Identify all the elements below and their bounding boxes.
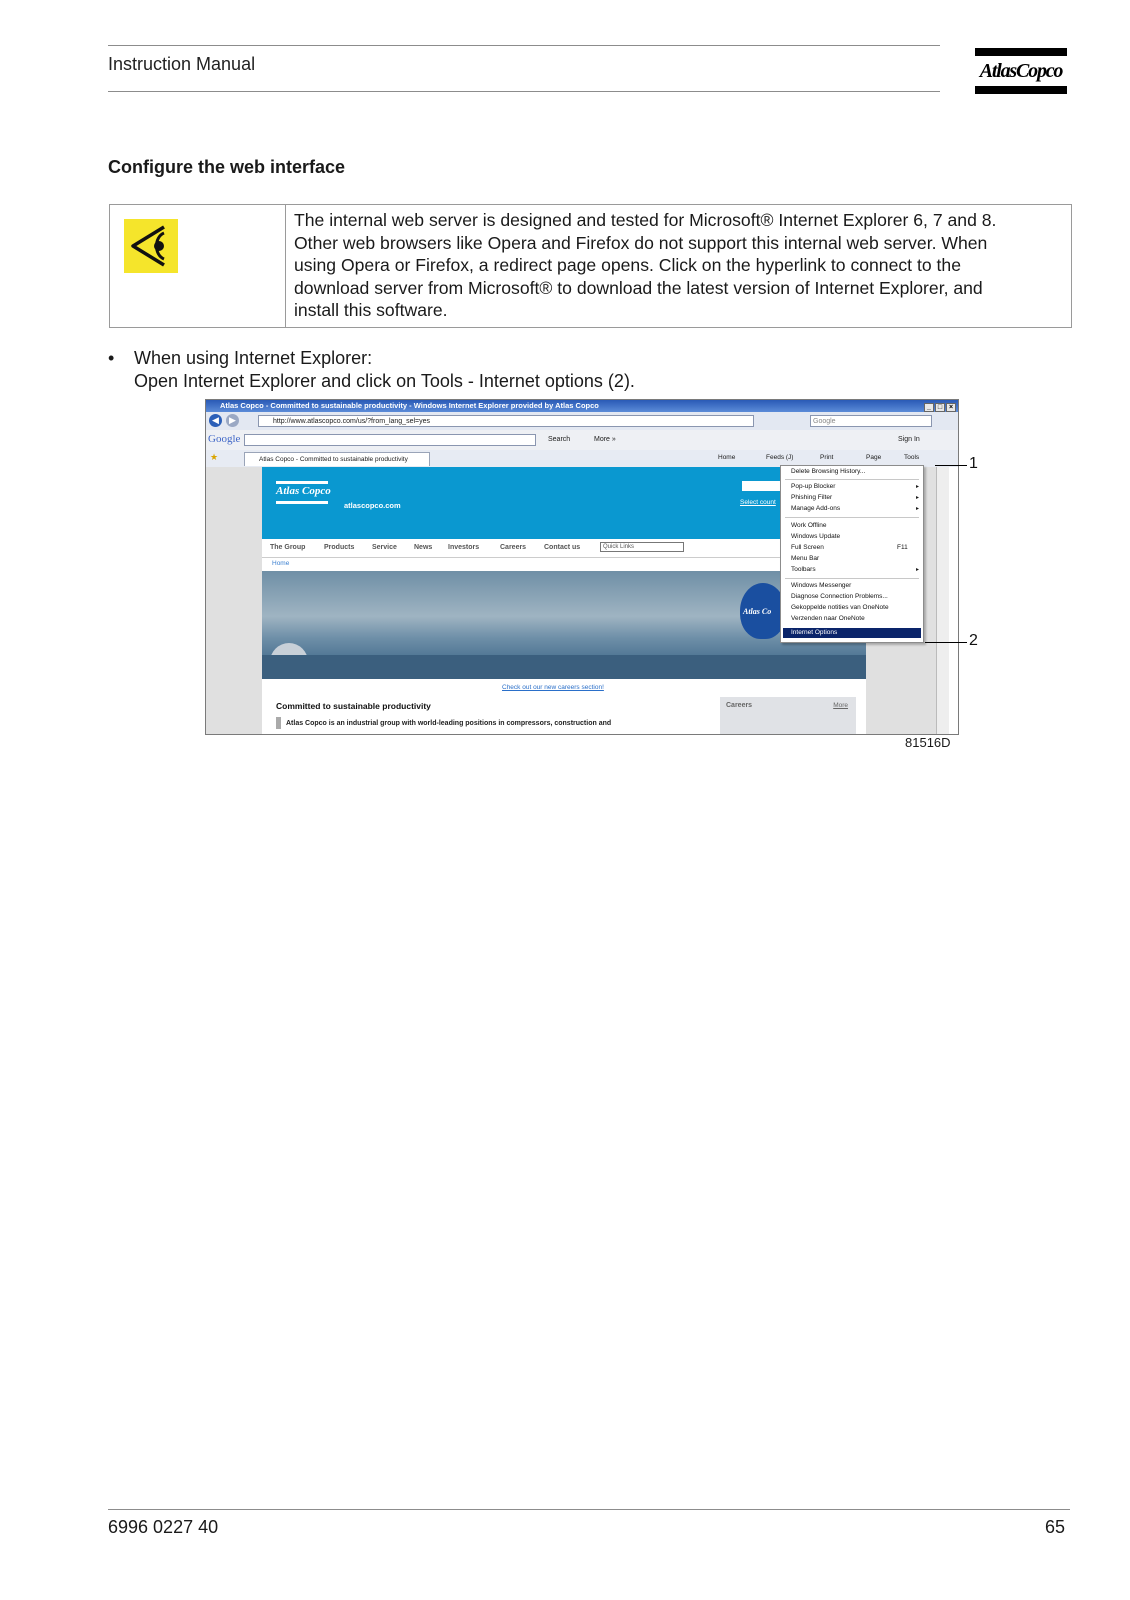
- note-box: [109, 204, 1072, 328]
- note-line: using Opera or Firefox, a redirect page opens. Click on the hyperlink to connect to the: [294, 255, 961, 276]
- nav-item[interactable]: Contact us: [544, 544, 581, 551]
- quote-bar: [276, 717, 281, 729]
- submenu-arrow-icon: ▸: [915, 567, 919, 573]
- menu-item[interactable]: Delete Browsing History...: [791, 468, 866, 475]
- ie-search-input[interactable]: Google: [810, 415, 932, 427]
- menu-item[interactable]: Gekoppelde notities van OneNote: [791, 604, 889, 611]
- document-title: Instruction Manual: [108, 54, 256, 74]
- select-country-link[interactable]: Select count: [740, 499, 776, 506]
- window-title: Atlas Copco - Committed to sustainable productivity - Windows Internet Explorer provided by Atlas Copco: [220, 401, 599, 410]
- vertical-scrollbar[interactable]: [936, 467, 949, 734]
- bullet-line: Open Internet Explorer and click on Tools - Internet options (2).: [134, 371, 635, 391]
- quick-links-select[interactable]: Quick Links: [600, 542, 684, 552]
- logo-bottom-bar: [975, 86, 1067, 94]
- balloon-text: Atlas Co: [743, 607, 772, 616]
- note-line: install this software.: [294, 300, 448, 321]
- sign-in-button[interactable]: Sign In: [898, 436, 920, 443]
- menu-item[interactable]: Work Offline: [791, 522, 827, 529]
- back-icon[interactable]: ◀: [209, 414, 222, 427]
- close-icon[interactable]: ×: [946, 403, 956, 412]
- menu-item[interactable]: Phishing Filter: [791, 494, 833, 501]
- menu-item[interactable]: Verzenden naar OneNote: [791, 615, 865, 622]
- ie-address-bar: [206, 412, 958, 430]
- city-skyline: [262, 655, 866, 679]
- print-button[interactable]: Print: [820, 454, 834, 461]
- site-header: [262, 467, 866, 539]
- bullet-marker: •: [108, 348, 115, 368]
- eye-icon: [124, 219, 178, 273]
- header-bottom-rule: [108, 91, 940, 92]
- maximize-icon[interactable]: □: [935, 403, 945, 412]
- tools-button[interactable]: Tools: [904, 454, 920, 461]
- note-line: Other web browsers like Opera and Firefox do not support this internal web server. When: [294, 232, 988, 253]
- browser-tab[interactable]: Atlas Copco - Committed to sustainable productivity: [244, 452, 430, 466]
- careers-section-link[interactable]: Check out our new careers section!: [502, 684, 604, 691]
- page-button[interactable]: Page: [866, 454, 882, 461]
- site-headline: Committed to sustainable productivity: [276, 701, 431, 711]
- feeds-button[interactable]: Feeds (J): [766, 454, 794, 461]
- careers-more-link[interactable]: More: [833, 702, 848, 709]
- viewport-margin: [206, 467, 262, 734]
- site-logo-bar: [276, 481, 328, 484]
- nav-item[interactable]: The Group: [270, 544, 306, 551]
- forward-icon[interactable]: ▶: [226, 414, 239, 427]
- logo-top-bar: [975, 48, 1067, 56]
- page-number: 65: [1045, 1517, 1066, 1537]
- google-logo: Google: [208, 433, 241, 445]
- menu-item[interactable]: Windows Update: [791, 533, 841, 540]
- nav-item[interactable]: Investors: [448, 544, 480, 551]
- callout-2: 2: [969, 632, 978, 649]
- nav-item[interactable]: Careers: [500, 544, 527, 551]
- callout-1: 1: [969, 455, 978, 472]
- note-icon-cell: [110, 205, 286, 327]
- menu-separator: [785, 578, 919, 579]
- tools-menu: [780, 465, 924, 643]
- submenu-arrow-icon: ▸: [915, 484, 919, 490]
- url-field[interactable]: http://www.atlascopco.com/us/?from_lang_sel=yes: [258, 415, 754, 427]
- site-domain: atlascopco.com: [344, 501, 401, 510]
- footer-rule: [108, 1509, 1070, 1510]
- site-logo-bar: [276, 501, 328, 504]
- note-line: The internal web server is designed and tested for Microsoft® Internet Explorer 6, 7 and 8.: [294, 210, 997, 230]
- minimize-icon[interactable]: _: [924, 403, 934, 412]
- atlas-copco-logo: [975, 48, 1067, 94]
- breadcrumb[interactable]: Home: [272, 560, 290, 567]
- google-more-button[interactable]: More »: [594, 436, 616, 443]
- site-logo[interactable]: Atlas Copco: [276, 485, 331, 497]
- nav-item[interactable]: Products: [324, 544, 355, 551]
- ie-title-bar: [206, 400, 958, 412]
- document-number: 6996 0227 40: [108, 1517, 219, 1537]
- browser-screenshot: [205, 399, 959, 735]
- menu-item[interactable]: Manage Add-ons: [791, 505, 841, 512]
- home-button[interactable]: Home: [718, 454, 736, 461]
- browser-viewport: [206, 467, 958, 734]
- callout-line: [925, 642, 967, 643]
- note-line: download server from Microsoft® to download the latest version of Internet Explorer, and: [294, 277, 983, 298]
- menu-item[interactable]: Diagnose Connection Problems...: [791, 593, 888, 600]
- careers-box-title: Careers: [726, 702, 753, 709]
- logo-wordmark: AtlasCopco: [979, 60, 1063, 82]
- nav-item[interactable]: News: [414, 544, 433, 551]
- hero-image: [262, 571, 866, 679]
- site-nav: [262, 539, 866, 558]
- google-search-button[interactable]: Search: [548, 436, 571, 443]
- menu-item[interactable]: Toolbars: [791, 566, 816, 573]
- submenu-arrow-icon: ▸: [915, 506, 919, 512]
- callout-line: [935, 465, 967, 466]
- menu-separator: [785, 517, 919, 518]
- internet-options-menu-item[interactable]: [783, 628, 921, 638]
- careers-box: [720, 697, 856, 734]
- menu-item-label: Internet Options: [791, 629, 838, 636]
- header-top-rule: [108, 45, 940, 46]
- menu-separator: [785, 479, 919, 480]
- section-title: Configure the web interface: [108, 157, 346, 177]
- google-toolbar: [206, 430, 958, 451]
- menu-item[interactable]: Menu Bar: [791, 555, 820, 562]
- menu-item[interactable]: Full Screen: [791, 544, 824, 551]
- favorites-star-icon[interactable]: ★: [210, 452, 219, 462]
- menu-item[interactable]: Pop-up Blocker: [791, 483, 836, 490]
- menu-item[interactable]: Windows Messenger: [791, 582, 852, 589]
- shortcut-key: F11: [897, 544, 908, 551]
- google-search-input[interactable]: [244, 434, 536, 446]
- bullet-line: When using Internet Explorer:: [134, 348, 373, 368]
- submenu-arrow-icon: ▸: [915, 495, 919, 501]
- nav-item[interactable]: Service: [372, 544, 397, 551]
- figure-id: 81516D: [905, 735, 951, 750]
- note-text: [294, 209, 1064, 322]
- site-description: Atlas Copco is an industrial group with world-leading positions in compressors, construction and: [286, 720, 612, 727]
